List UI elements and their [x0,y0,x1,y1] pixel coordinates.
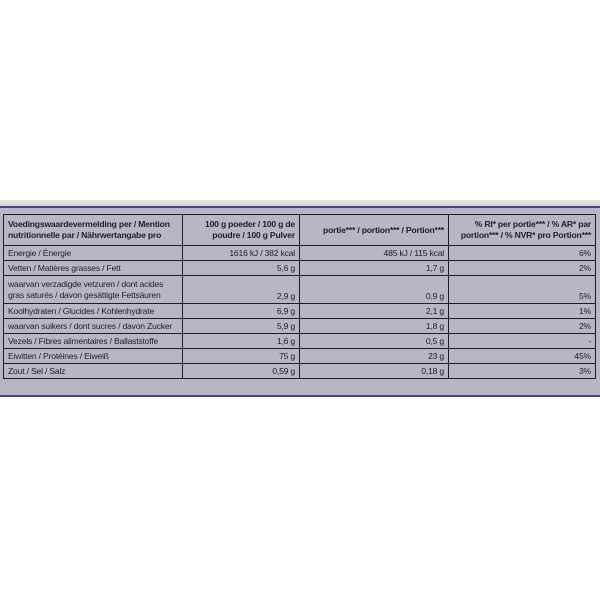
value-per-100g: 2,9 g [183,276,300,304]
value-per-portion: 1,7 g [300,261,449,276]
nutrient-name: waarvan suikers / dont sucres / davon Zucker [4,319,183,334]
table-row [4,364,596,379]
table-row [4,334,596,349]
nutrient-name: Koolhydraten / Glucides / Kohlenhydrate [4,304,183,319]
value-reference-intake: 3% [449,364,596,379]
bottom-accent-rule [0,395,600,397]
nutrient-name: Vetten / Matières grasses / Fett [4,261,183,276]
value-per-portion: 0,5 g [300,334,449,349]
value-reference-intake: 6% [449,246,596,261]
value-per-portion: 0,18 g [300,364,449,379]
header-nutrient: Voedingswaardevermelding per / Mention nutritionnelle par / Nährwertangabe pro [4,215,183,246]
nutrition-table [3,214,596,379]
value-per-100g: 75 g [183,349,300,364]
header-per-100g: 100 g poeder / 100 g de poudre / 100 g Pulver [183,215,300,246]
table-row [4,319,596,334]
value-per-portion: 2,1 g [300,304,449,319]
value-per-100g: 0,59 g [183,364,300,379]
value-reference-intake: 5% [449,276,596,304]
nutrient-name: Energie / Énergie [4,246,183,261]
value-reference-intake: 2% [449,319,596,334]
table-row [4,276,596,304]
nutrient-name: Eiwitten / Protéines / Eiweiß [4,349,183,364]
value-per-portion: 1,8 g [300,319,449,334]
value-reference-intake: 1% [449,304,596,319]
header-per-portion: portie*** / portion*** / Portion*** [300,215,449,246]
value-reference-intake: 45% [449,349,596,364]
value-per-portion: 0,9 g [300,276,449,304]
value-per-100g: 5,6 g [183,261,300,276]
value-per-100g: 6,9 g [183,304,300,319]
table-row [4,261,596,276]
value-per-100g: 1,6 g [183,334,300,349]
header-row [4,215,596,246]
value-per-100g: 5,9 g [183,319,300,334]
top-accent-rule [0,206,600,208]
value-reference-intake: 2% [449,261,596,276]
nutrient-name: Zout / Sel / Salz [4,364,183,379]
header-reference-intake: % RI* per portie*** / % AR* par portion*** / % NVR* pro Portion*** [449,215,596,246]
value-reference-intake: - [449,334,596,349]
table-row [4,246,596,261]
nutrient-name: Vezels / Fibres alimentaires / Ballaststoffe [4,334,183,349]
value-per-100g: 1616 kJ / 382 kcal [183,246,300,261]
value-per-portion: 485 kJ / 115 kcal [300,246,449,261]
nutrient-name: waarvan verzadigde vetzuren / dont acides gras saturés / davon gesättigte Fettsäuren [4,276,183,304]
value-per-portion: 23 g [300,349,449,364]
table-row [4,349,596,364]
table-row [4,304,596,319]
